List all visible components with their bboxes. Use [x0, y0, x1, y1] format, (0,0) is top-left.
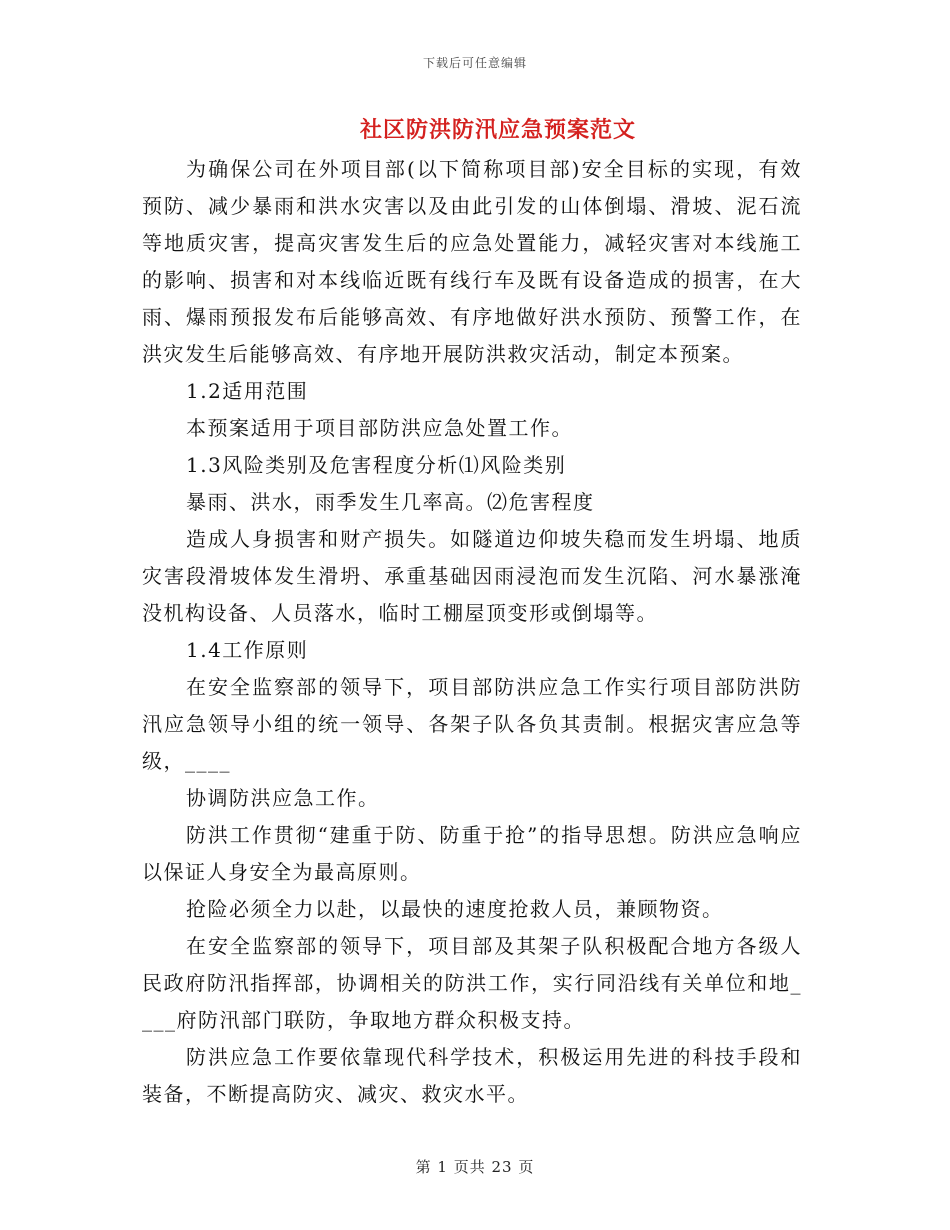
section-heading-principles: 1.4工作原则 — [186, 638, 309, 662]
section-heading-risk: 1.3风险类别及危害程度分析⑴风险类别 — [186, 453, 567, 477]
paragraph-intro: 为确保公司在外项目部(以下简称项目部)安全目标的实现，有效预防、减少暴雨和洪水灾害以及由此引发的山体倒塌、滑坡、泥石流等地质灾害，提高灾害发生后的应急处置能力，减轻灾害对本线施工的影响、损害和对本线临近既有线行车及既有设备造成的损害，在大雨、爆雨预报发布后能够高效、有序地做好洪水预防、预警工作，在洪灾发生后能够高效、有序地开展防洪救灾活动，制定本预案。 — [142, 157, 802, 366]
document-body — [142, 151, 802, 1113]
page-footer: 第 1 页共 23 页 — [415, 1158, 535, 1176]
paragraph-coordination: 协调防洪应急工作。 — [186, 786, 380, 810]
paragraph-hazard: 造成人身损害和财产损失。如隧道边仰坡失稳而发生坍塌、地质灾害段滑坡体发生滑坍、承重基础因雨浸泡而发生沉陷、河水暴涨淹没机构设备、人员落水，临时工棚屋顶变形或倒塌等。 — [142, 527, 802, 625]
paragraph-guideline: 防洪工作贯彻“建重于防、防重于抢”的指导思想。防洪应急响应以保证人身安全为最高原则。 — [142, 823, 802, 884]
paragraph-cooperation: 在安全监察部的领导下，项目部及其架子队积极配合地方各级人民政府防汛指挥部，协调相关的防洪工作，实行同沿线有关单位和地____府防汛部门联防，争取地方群众积极支持。 — [142, 934, 802, 1032]
paragraph-technology: 防洪应急工作要依靠现代科学技术，积极运用先进的科技手段和装备，不断提高防灾、减灾、救灾水平。 — [142, 1045, 802, 1106]
paragraph-rescue: 抢险必须全力以赴，以最快的速度抢救人员，兼顾物资。 — [186, 897, 724, 921]
section-heading-scope: 1.2适用范围 — [186, 379, 309, 403]
paragraph-leadership: 在安全监察部的领导下，项目部防洪应急工作实行项目部防洪防汛应急领导小组的统一领导、各架子队各负其责制。根据灾害应急等级，____ — [142, 675, 802, 773]
paragraph-scope: 本预案适用于项目部防洪应急处置工作。 — [186, 416, 573, 440]
document-title: 社区防洪防汛应急预案范文 — [359, 117, 636, 143]
paragraph-risk-type: 暴雨、洪水，雨季发生几率高。⑵危害程度 — [186, 490, 595, 514]
page-header-note: 下载后可任意编辑 — [422, 56, 527, 70]
